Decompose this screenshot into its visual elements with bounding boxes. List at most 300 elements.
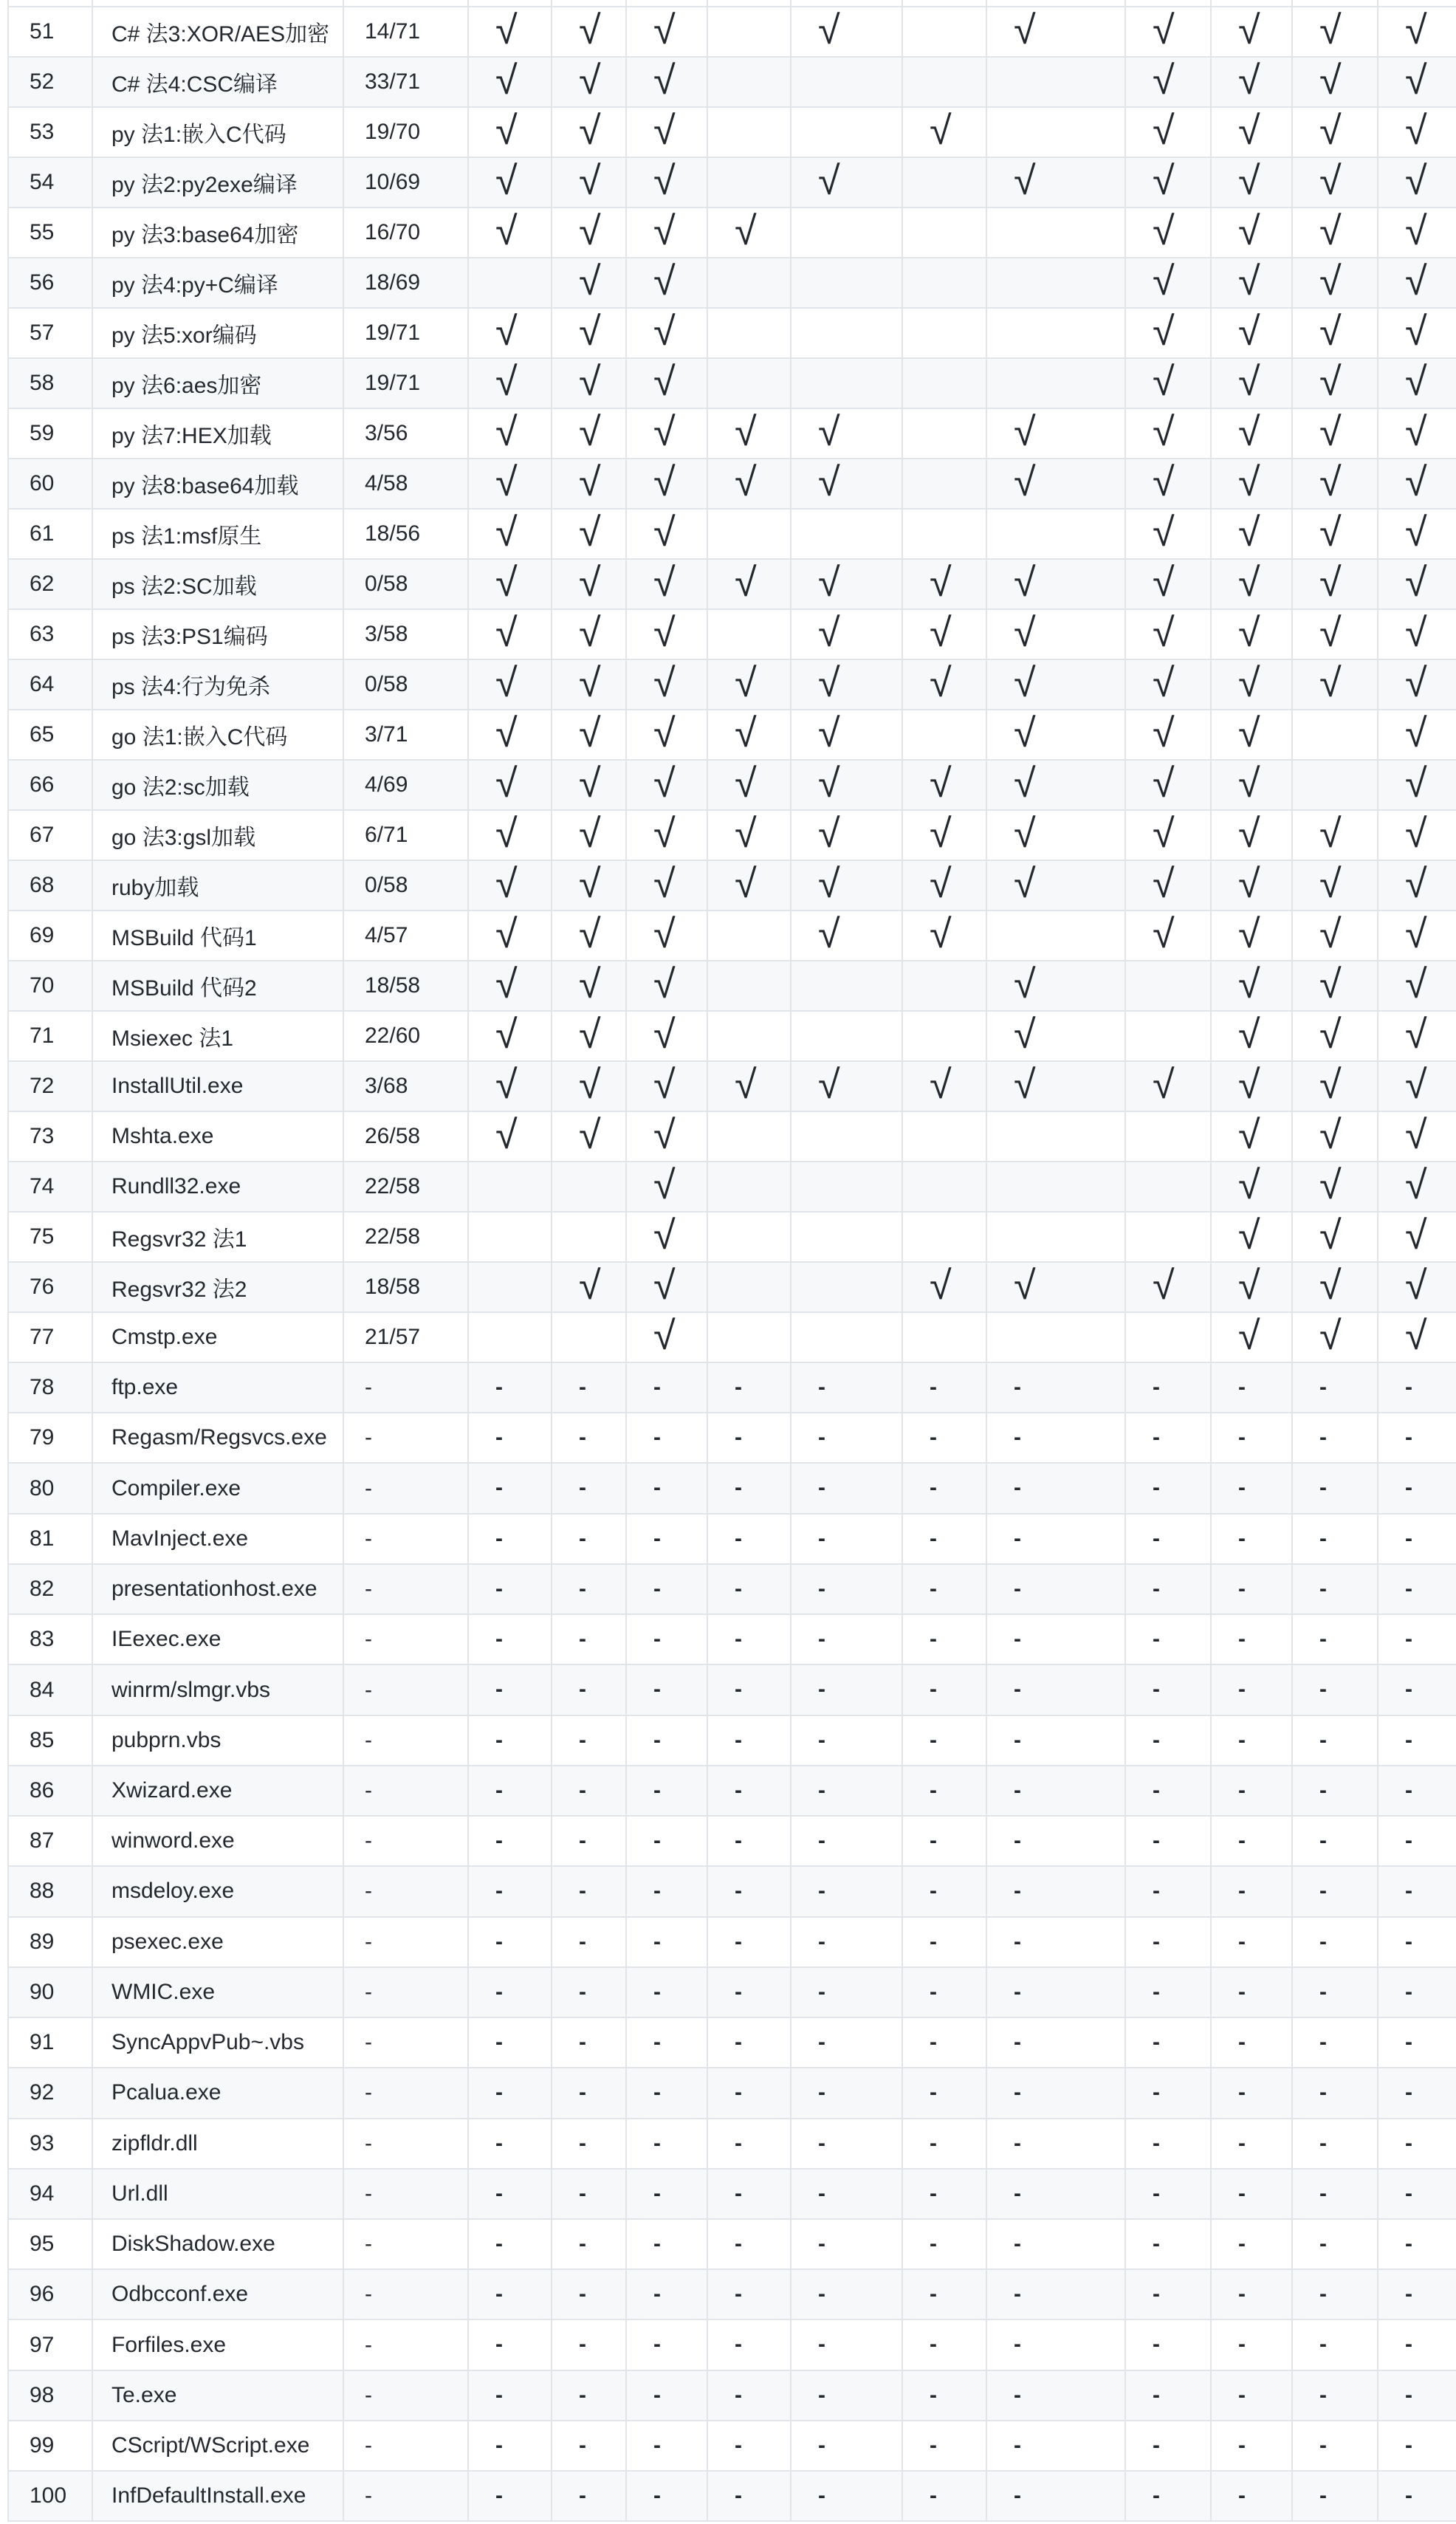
detection-score-cell: - bbox=[343, 1463, 468, 1513]
check-cell bbox=[1378, 1061, 1456, 1111]
check-cell bbox=[1125, 509, 1211, 559]
check-cell bbox=[1292, 1715, 1378, 1766]
check-mark: √ bbox=[579, 761, 601, 806]
check-mark: √ bbox=[1238, 158, 1260, 203]
dash-mark: - bbox=[653, 1979, 661, 2004]
technique-name-cell: ftp.exe bbox=[92, 1362, 343, 1413]
check-mark: √ bbox=[653, 911, 676, 956]
dash-mark: - bbox=[1319, 1727, 1327, 1752]
dash-mark: - bbox=[1153, 2382, 1160, 2407]
dash-mark: - bbox=[495, 1879, 503, 1904]
check-mark: √ bbox=[1014, 811, 1036, 856]
dash-mark: - bbox=[1405, 1929, 1412, 1954]
dash-mark: - bbox=[579, 2130, 586, 2156]
check-cell bbox=[468, 710, 552, 760]
row-number-cell: 79 bbox=[8, 1413, 92, 1463]
check-mark: √ bbox=[1319, 309, 1342, 354]
check-cell bbox=[707, 2471, 791, 2521]
dash-mark: - bbox=[1014, 1576, 1021, 1601]
row-number-cell: 66 bbox=[8, 760, 92, 810]
dash-mark: - bbox=[1405, 1475, 1412, 1501]
check-cell bbox=[707, 2269, 791, 2319]
check-cell bbox=[791, 2068, 902, 2118]
check-cell bbox=[1378, 1212, 1456, 1262]
check-cell bbox=[468, 1312, 552, 1362]
check-mark: √ bbox=[1405, 1263, 1427, 1308]
check-mark: √ bbox=[1153, 309, 1175, 354]
check-mark: √ bbox=[1405, 761, 1427, 806]
check-cell bbox=[468, 1816, 552, 1866]
check-cell bbox=[468, 1011, 552, 1061]
dash-mark: - bbox=[818, 1425, 825, 1450]
check-mark: √ bbox=[1238, 961, 1260, 1006]
check-cell bbox=[1125, 258, 1211, 308]
check-cell bbox=[902, 2017, 986, 2068]
check-cell bbox=[791, 2370, 902, 2421]
check-cell bbox=[1378, 1614, 1456, 1664]
check-cell bbox=[626, 1564, 707, 1614]
check-cell bbox=[791, 2421, 902, 2471]
dash-mark: - bbox=[1238, 2483, 1246, 2508]
check-cell bbox=[902, 961, 986, 1011]
check-cell bbox=[1211, 358, 1292, 408]
check-cell bbox=[468, 358, 552, 408]
check-cell bbox=[707, 358, 791, 408]
dash-mark: - bbox=[495, 1979, 503, 2004]
dash-mark: - bbox=[930, 1425, 937, 1450]
check-cell bbox=[1211, 2017, 1292, 2068]
check-cell bbox=[1211, 1564, 1292, 1614]
dash-mark: - bbox=[1238, 2181, 1246, 2206]
check-mark: √ bbox=[1238, 359, 1260, 404]
check-cell bbox=[552, 2119, 626, 2169]
check-cell bbox=[1378, 358, 1456, 408]
dash-mark: - bbox=[818, 1929, 825, 1954]
check-cell bbox=[1378, 1312, 1456, 1362]
dash-mark: - bbox=[818, 2483, 825, 2508]
dash-mark: - bbox=[930, 1475, 937, 1501]
check-cell bbox=[1125, 1212, 1211, 1262]
check-mark: √ bbox=[653, 359, 676, 404]
dash-mark: - bbox=[1238, 2080, 1246, 2105]
table-row bbox=[8, 258, 1456, 308]
check-mark: √ bbox=[735, 1062, 757, 1107]
check-mark: √ bbox=[1405, 108, 1427, 153]
check-cell bbox=[986, 1766, 1125, 1816]
table-row bbox=[8, 57, 1456, 107]
table-row bbox=[8, 1111, 1456, 1162]
check-cell bbox=[902, 1312, 986, 1362]
table-row bbox=[8, 1917, 1456, 1967]
row-number-cell: 97 bbox=[8, 2319, 92, 2370]
dash-mark: - bbox=[930, 2282, 937, 2307]
check-cell bbox=[791, 961, 902, 1011]
check-cell bbox=[791, 710, 902, 760]
check-mark: √ bbox=[653, 811, 676, 856]
dash-mark: - bbox=[1153, 1475, 1160, 1501]
check-mark: √ bbox=[579, 58, 601, 103]
check-cell bbox=[552, 1967, 626, 2017]
technique-name-cell: go 法1:嵌入C代码 bbox=[92, 710, 343, 760]
detection-score-cell: 3/56 bbox=[343, 408, 468, 459]
check-mark: √ bbox=[818, 459, 840, 504]
dash-mark: - bbox=[735, 2332, 742, 2357]
dash-mark: - bbox=[930, 1828, 937, 1853]
dash-mark: - bbox=[1405, 1425, 1412, 1450]
detection-score-cell: 0/58 bbox=[343, 860, 468, 911]
check-cell bbox=[1292, 258, 1378, 308]
detection-score-cell: 21/57 bbox=[343, 1312, 468, 1362]
check-cell bbox=[707, 1866, 791, 1916]
check-cell bbox=[707, 1413, 791, 1463]
check-mark: √ bbox=[579, 510, 601, 555]
dash-mark: - bbox=[1014, 1375, 1021, 1399]
check-cell bbox=[902, 659, 986, 710]
check-cell bbox=[1125, 1262, 1211, 1312]
technique-name-cell: py 法7:HEX加载 bbox=[92, 408, 343, 459]
check-cell bbox=[707, 1514, 791, 1564]
detection-score-cell: 26/58 bbox=[343, 1111, 468, 1162]
check-cell bbox=[707, 1967, 791, 2017]
dash-mark: - bbox=[1014, 1879, 1021, 1904]
check-cell bbox=[552, 2017, 626, 2068]
dash-mark: - bbox=[1014, 1425, 1021, 1450]
check-cell bbox=[707, 659, 791, 710]
check-mark: √ bbox=[1014, 710, 1036, 755]
dash-mark: - bbox=[1153, 2483, 1160, 2508]
dash-mark: - bbox=[579, 2382, 586, 2407]
dash-mark: - bbox=[579, 1576, 586, 1601]
table-row bbox=[8, 1866, 1456, 1916]
check-cell bbox=[1378, 1111, 1456, 1162]
check-mark: √ bbox=[495, 510, 518, 555]
check-cell bbox=[986, 2370, 1125, 2421]
detection-score-cell: 0/58 bbox=[343, 659, 468, 710]
check-cell bbox=[552, 1866, 626, 1916]
detection-score-cell: - bbox=[343, 2169, 468, 2219]
clipped-cell bbox=[1125, 0, 1211, 7]
technique-name-cell: WMIC.exe bbox=[92, 1967, 343, 2017]
check-mark: √ bbox=[495, 560, 518, 605]
check-cell bbox=[626, 1111, 707, 1162]
check-cell bbox=[626, 1514, 707, 1564]
table-row bbox=[8, 2017, 1456, 2068]
check-cell bbox=[626, 1816, 707, 1866]
check-cell bbox=[791, 1514, 902, 1564]
row-number-cell: 55 bbox=[8, 208, 92, 258]
row-number-cell: 75 bbox=[8, 1212, 92, 1262]
dash-mark: - bbox=[1238, 1727, 1246, 1752]
detection-score-cell: 3/71 bbox=[343, 710, 468, 760]
technique-name-cell: Msiexec 法1 bbox=[92, 1011, 343, 1061]
table-row bbox=[8, 2421, 1456, 2471]
technique-name-cell: msdeloy.exe bbox=[92, 1866, 343, 1916]
check-cell bbox=[626, 710, 707, 760]
check-cell bbox=[1125, 961, 1211, 1011]
table-row bbox=[8, 509, 1456, 559]
dash-mark: - bbox=[1238, 1375, 1246, 1399]
dash-mark: - bbox=[1238, 2282, 1246, 2307]
dash-mark: - bbox=[495, 1727, 503, 1752]
check-cell bbox=[986, 1514, 1125, 1564]
technique-name-cell: py 法2:py2exe编译 bbox=[92, 157, 343, 208]
check-cell bbox=[626, 659, 707, 710]
check-cell bbox=[1211, 1262, 1292, 1312]
check-mark: √ bbox=[653, 560, 676, 605]
dash-mark: - bbox=[653, 2231, 661, 2256]
check-cell bbox=[1125, 2370, 1211, 2421]
check-cell bbox=[552, 7, 626, 57]
check-cell bbox=[1125, 1614, 1211, 1664]
check-mark: √ bbox=[1238, 1012, 1260, 1057]
check-mark: √ bbox=[930, 861, 952, 906]
check-cell bbox=[707, 2119, 791, 2169]
check-cell bbox=[1125, 1413, 1211, 1463]
check-mark: √ bbox=[1405, 459, 1427, 504]
check-cell bbox=[707, 1262, 791, 1312]
check-cell bbox=[1378, 1766, 1456, 1816]
check-cell bbox=[1378, 2119, 1456, 2169]
dash-mark: - bbox=[735, 2382, 742, 2407]
check-mark: √ bbox=[1405, 359, 1427, 404]
check-cell bbox=[986, 760, 1125, 810]
check-mark: √ bbox=[1014, 761, 1036, 806]
check-cell bbox=[1125, 2471, 1211, 2521]
dash-mark: - bbox=[495, 1375, 503, 1399]
check-cell bbox=[707, 1061, 791, 1111]
check-cell bbox=[902, 2068, 986, 2118]
dash-mark: - bbox=[1014, 2432, 1021, 2458]
check-mark: √ bbox=[1319, 1263, 1342, 1308]
check-cell bbox=[1211, 1413, 1292, 1463]
check-mark: √ bbox=[1014, 7, 1036, 52]
check-cell bbox=[1378, 509, 1456, 559]
check-mark: √ bbox=[818, 811, 840, 856]
check-mark: √ bbox=[495, 58, 518, 103]
check-cell bbox=[707, 1766, 791, 1816]
check-cell bbox=[468, 1162, 552, 1212]
dash-mark: - bbox=[653, 2483, 661, 2508]
check-cell bbox=[626, 1212, 707, 1262]
check-cell bbox=[707, 459, 791, 509]
check-cell bbox=[1378, 860, 1456, 911]
check-mark: √ bbox=[1014, 459, 1036, 504]
row-number-cell: 73 bbox=[8, 1111, 92, 1162]
dash-mark: - bbox=[818, 2130, 825, 2156]
check-mark: √ bbox=[495, 459, 518, 504]
check-cell bbox=[1125, 1463, 1211, 1513]
dash-mark: - bbox=[1405, 1828, 1412, 1853]
table-row bbox=[8, 860, 1456, 911]
check-mark: √ bbox=[818, 409, 840, 454]
check-cell bbox=[707, 860, 791, 911]
dash-mark: - bbox=[653, 1425, 661, 1450]
technique-name-cell: py 法4:py+C编译 bbox=[92, 258, 343, 308]
check-cell bbox=[552, 509, 626, 559]
row-number-cell: 93 bbox=[8, 2119, 92, 2169]
check-cell bbox=[626, 2471, 707, 2521]
dash-mark: - bbox=[1405, 2332, 1412, 2357]
check-cell bbox=[1292, 1664, 1378, 1715]
dash-mark: - bbox=[495, 2231, 503, 2256]
check-mark: √ bbox=[1319, 459, 1342, 504]
technique-name-cell: C# 法3:XOR/AES加密 bbox=[92, 7, 343, 57]
dash-mark: - bbox=[818, 2282, 825, 2307]
check-cell bbox=[986, 509, 1125, 559]
check-mark: √ bbox=[1238, 911, 1260, 956]
check-cell bbox=[1125, 1766, 1211, 1816]
check-mark: √ bbox=[579, 961, 601, 1006]
dash-mark: - bbox=[579, 2181, 586, 2206]
check-cell bbox=[1292, 308, 1378, 358]
row-number-cell: 86 bbox=[8, 1766, 92, 1816]
dash-mark: - bbox=[495, 2030, 503, 2055]
check-mark: √ bbox=[579, 409, 601, 454]
dash-mark: - bbox=[495, 1627, 503, 1652]
check-cell bbox=[552, 609, 626, 659]
check-cell bbox=[468, 1614, 552, 1664]
check-cell bbox=[552, 1514, 626, 1564]
check-mark: √ bbox=[1319, 1062, 1342, 1107]
dash-mark: - bbox=[1153, 1727, 1160, 1752]
check-mark: √ bbox=[818, 1062, 840, 1107]
check-mark: √ bbox=[653, 1062, 676, 1107]
check-cell bbox=[1292, 1463, 1378, 1513]
check-cell bbox=[707, 1312, 791, 1362]
check-cell bbox=[1292, 2068, 1378, 2118]
check-cell bbox=[626, 1866, 707, 1916]
check-cell bbox=[1211, 1312, 1292, 1362]
check-cell bbox=[791, 509, 902, 559]
check-cell bbox=[1378, 2017, 1456, 2068]
check-cell bbox=[986, 2119, 1125, 2169]
check-cell bbox=[468, 1564, 552, 1614]
check-cell bbox=[552, 710, 626, 760]
row-number-cell: 65 bbox=[8, 710, 92, 760]
check-cell bbox=[1378, 208, 1456, 258]
detection-score-cell: - bbox=[343, 2017, 468, 2068]
check-cell bbox=[707, 258, 791, 308]
check-cell bbox=[1378, 559, 1456, 609]
detection-score-cell: - bbox=[343, 2319, 468, 2370]
dash-mark: - bbox=[1319, 2181, 1327, 2206]
check-cell bbox=[552, 2269, 626, 2319]
check-cell bbox=[986, 1715, 1125, 1766]
check-cell bbox=[902, 1413, 986, 1463]
check-cell bbox=[626, 760, 707, 810]
check-mark: √ bbox=[579, 459, 601, 504]
dash-mark: - bbox=[1014, 2231, 1021, 2256]
check-cell bbox=[902, 860, 986, 911]
dash-mark: - bbox=[735, 1677, 742, 1702]
check-cell bbox=[1125, 2219, 1211, 2269]
check-cell bbox=[1292, 1766, 1378, 1816]
dash-mark: - bbox=[735, 2483, 742, 2508]
check-cell bbox=[1292, 1866, 1378, 1916]
check-cell bbox=[1211, 258, 1292, 308]
dash-mark: - bbox=[735, 1375, 742, 1399]
check-mark: √ bbox=[1319, 1012, 1342, 1057]
technique-name-cell: SyncAppvPub~.vbs bbox=[92, 2017, 343, 2068]
check-cell bbox=[1125, 2068, 1211, 2118]
check-cell bbox=[1378, 7, 1456, 57]
check-cell bbox=[791, 1866, 902, 1916]
row-number-cell: 99 bbox=[8, 2421, 92, 2471]
dash-mark: - bbox=[930, 2231, 937, 2256]
check-cell bbox=[626, 107, 707, 157]
detection-score-cell: 18/69 bbox=[343, 258, 468, 308]
check-mark: √ bbox=[579, 158, 601, 203]
check-cell bbox=[626, 1967, 707, 2017]
check-cell bbox=[1125, 1162, 1211, 1212]
check-cell bbox=[1292, 2119, 1378, 2169]
check-cell bbox=[626, 408, 707, 459]
check-cell bbox=[791, 1212, 902, 1262]
check-cell bbox=[1378, 1162, 1456, 1212]
check-cell bbox=[791, 57, 902, 107]
check-mark: √ bbox=[495, 7, 518, 52]
check-cell bbox=[707, 1564, 791, 1614]
table-row bbox=[8, 1715, 1456, 1766]
check-mark: √ bbox=[1014, 158, 1036, 203]
check-mark: √ bbox=[1319, 258, 1342, 304]
dash-mark: - bbox=[1405, 1777, 1412, 1803]
check-cell bbox=[1378, 157, 1456, 208]
technique-name-cell: presentationhost.exe bbox=[92, 1564, 343, 1614]
row-number-cell: 53 bbox=[8, 107, 92, 157]
dash-mark: - bbox=[818, 1879, 825, 1904]
technique-name-cell: IEexec.exe bbox=[92, 1614, 343, 1664]
dash-mark: - bbox=[1319, 1526, 1327, 1551]
check-cell bbox=[1211, 2471, 1292, 2521]
technique-name-cell: InstallUtil.exe bbox=[92, 1061, 343, 1111]
check-cell bbox=[1125, 760, 1211, 810]
check-cell bbox=[1292, 1917, 1378, 1967]
table-row bbox=[8, 1816, 1456, 1866]
check-mark: √ bbox=[735, 459, 757, 504]
dash-mark: - bbox=[1405, 2282, 1412, 2307]
table-row bbox=[8, 157, 1456, 208]
check-mark: √ bbox=[1319, 1112, 1342, 1157]
dash-mark: - bbox=[818, 2080, 825, 2105]
check-cell bbox=[1125, 1816, 1211, 1866]
dash-mark: - bbox=[735, 2080, 742, 2105]
check-cell bbox=[902, 1967, 986, 2017]
check-cell bbox=[986, 1816, 1125, 1866]
check-cell bbox=[468, 107, 552, 157]
technique-name-cell: Pcalua.exe bbox=[92, 2068, 343, 2118]
detection-score-cell: - bbox=[343, 2421, 468, 2471]
check-mark: √ bbox=[1405, 258, 1427, 304]
check-mark: √ bbox=[1238, 560, 1260, 605]
check-cell bbox=[902, 2169, 986, 2219]
check-cell bbox=[1211, 1212, 1292, 1262]
dash-mark: - bbox=[1153, 2030, 1160, 2055]
check-cell bbox=[986, 810, 1125, 860]
check-cell bbox=[1292, 1514, 1378, 1564]
dash-mark: - bbox=[495, 1475, 503, 1501]
check-cell bbox=[791, 1362, 902, 1413]
check-cell bbox=[791, 1011, 902, 1061]
table-row bbox=[8, 609, 1456, 659]
check-cell bbox=[986, 2319, 1125, 2370]
dash-mark: - bbox=[653, 2181, 661, 2206]
detection-score-cell: 18/56 bbox=[343, 509, 468, 559]
check-cell bbox=[986, 2421, 1125, 2471]
check-cell bbox=[986, 1564, 1125, 1614]
check-mark: √ bbox=[1319, 961, 1342, 1006]
check-cell bbox=[902, 358, 986, 408]
